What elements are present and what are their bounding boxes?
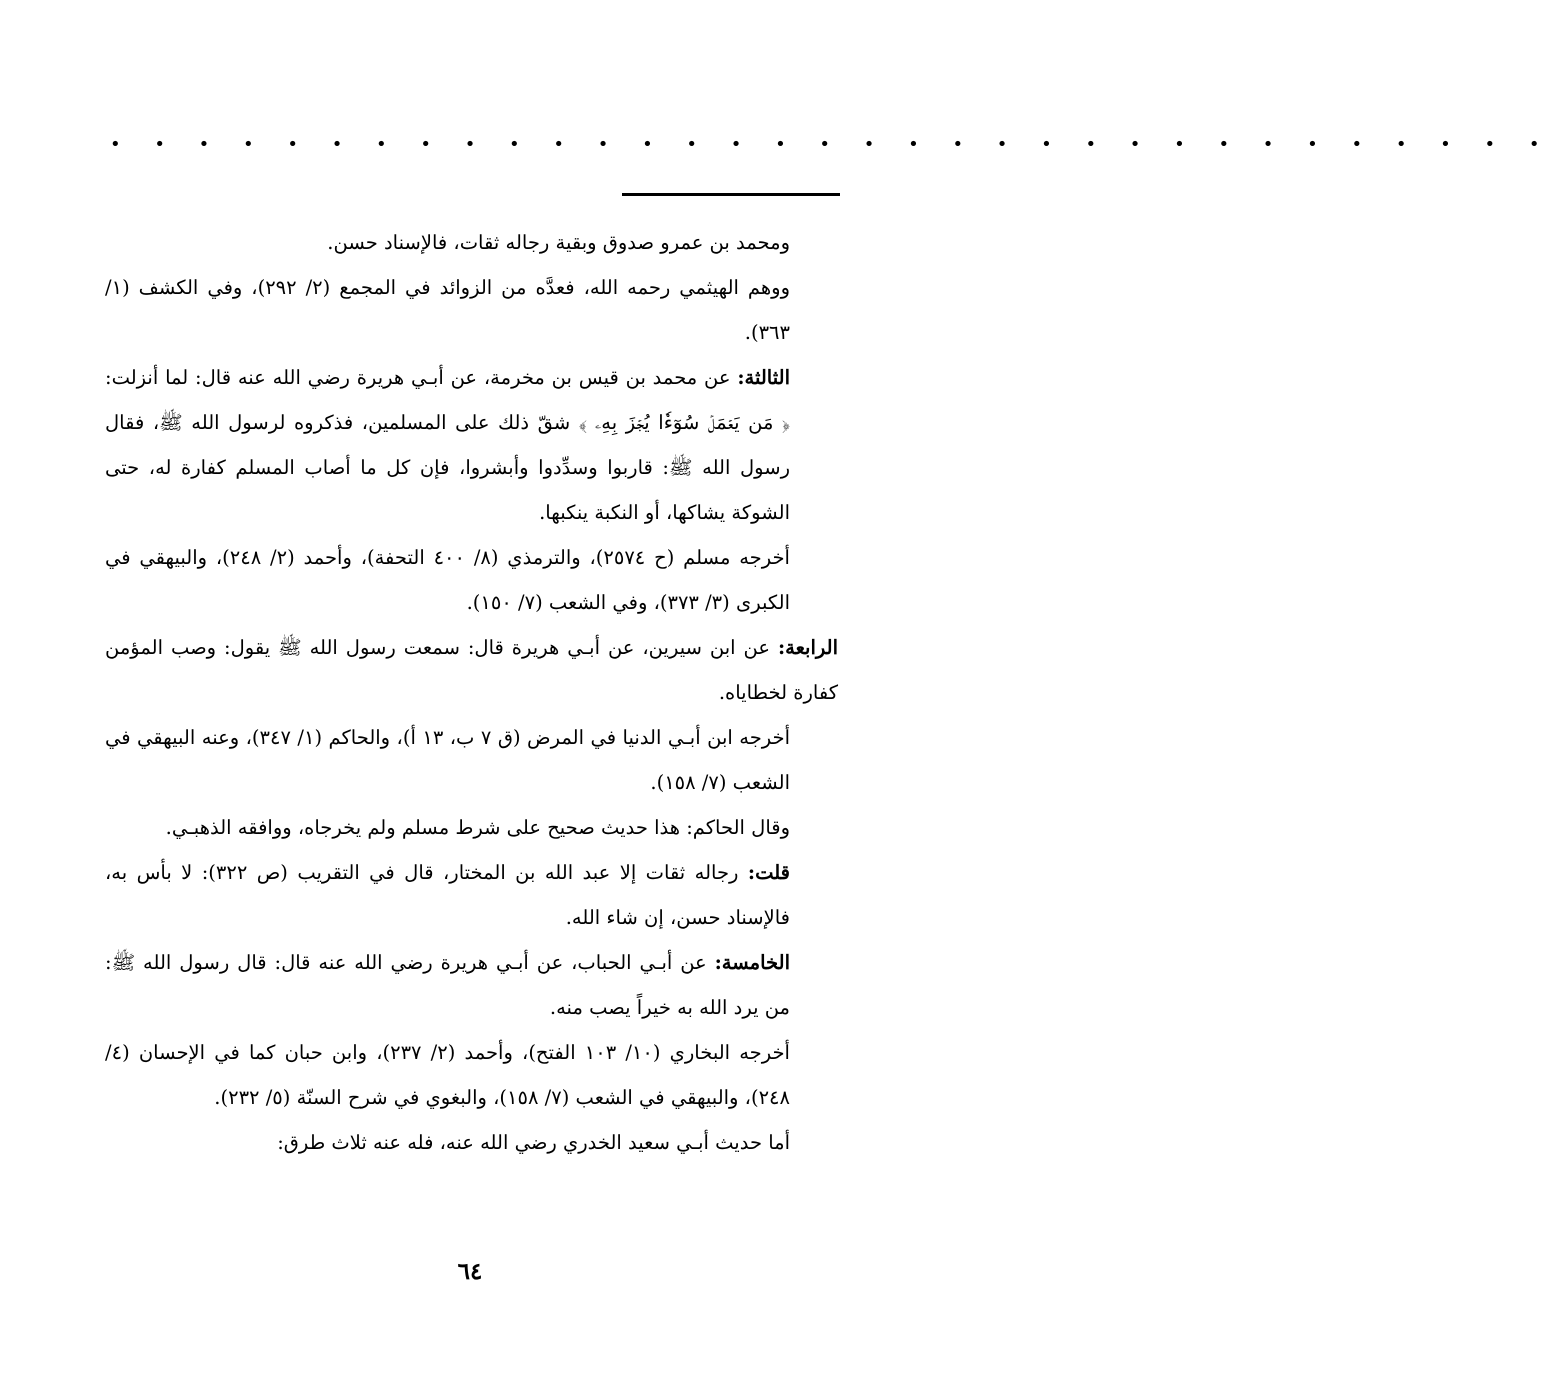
author-note-text: رجاله ثقات إلا عبد الله بن المختار، قال في التقريب (ص ٣٢٢): لا بأس به، فالإسناد حسن، إن شاء الله. [105,861,790,929]
paragraph-fourth-route [105,625,838,715]
paragraph-2: ووهم الهيثمي رحمه الله، فعدَّه من الزوائد في المجمع (٢/ ٢٩٢)، وفي الكشف (١/ ٣٦٣). [105,276,790,344]
paragraph-third-route [105,355,838,535]
fourth-route-text: عن ابن سيرين، عن أبـي هريرة قال: سمعت رسول الله ﷺ يقول: وصب المؤمن كفارة لخطاياه. [105,636,838,704]
page-body [105,220,838,1165]
paragraph-hakim-comment: وقال الحاكم: هذا حديث صحيح على شرط مسلم ولم يخرجاه، ووافقه الذهبـي. [165,816,790,839]
paragraph-takhrij-fifth: أخرجه البخاري (١٠/ ١٠٣ الفتح)، وأحمد (٢/ ٢٣٧)، وابن حبان كما في الإحسان (٤/ ٢٤٨)، والبيهقي في الشعب (٧/ ١٥٨)، والبغوي في شرح السنّة (٥/ ٢٣٢). [105,1041,790,1109]
paragraph-abu-said: أما حديث أبـي سعيد الخدري رضي الله عنه، فله عنه ثلاث طرق: [277,1131,790,1154]
page-number: ٦٤ [457,1258,483,1285]
author-note-label: قلت: [747,861,790,884]
paragraph-takhrij-third: أخرجه مسلم (ح ٢٥٧٤)، والترمذي (٨/ ٤٠٠ التحفة)، وأحمد (٢/ ٢٤٨)، والبيهقي في الكبرى (٣/ ٣٧٣)، وفي الشعب (٧/ ١٥٠). [105,546,790,614]
footnote-rule [622,193,840,196]
third-route-label: الثالثة: [737,366,790,389]
fifth-route-text: عن أبـي الحباب، عن أبـي هريرة رضي الله عنه قال: قال رسول الله ﷺ: من يرد الله به خيراً يصب منه. [105,951,790,1019]
third-route-text: عن محمد بن قيس بن مخرمة، عن أبـي هريرة رضي الله عنه قال: لما أنزلت: ﴿ مَن يَعۡمَلۡ سُوٓءٗا يُجۡزَ بِهِۦ ﴾ شقّ ذلك على المسلمين، فذكروه لرسول الله ﷺ، فقال رسول الله ﷺ: قاربوا وسدِّدوا وأبشروا، فإن كل ما أصاب المسلم كفارة له، حتى الشوكة يشاكها، أو النكبة ينكبها. [105,366,790,524]
paragraph-takhrij-fourth: أخرجه ابن أبـي الدنيا في المرض (ق ٧ ب، ١٣ أ)، والحاكم (١/ ٣٤٧)، وعنه البيهقي في الشعب (٧/ ١٥٨). [105,726,790,794]
fifth-route-label: الخامسة: [714,951,790,974]
separator-dots: • • • • • • • • • • • • • • • • • • • • • • • • • • • • • • • • • [110,134,1553,155]
fourth-route-label: الرابعة: [777,636,838,659]
paragraph-fifth-route [105,940,838,1030]
paragraph-author-note [105,850,838,940]
paragraph-1: ومحمد بن عمرو صدوق وبقية رجاله ثقات، فالإسناد حسن. [327,231,790,254]
